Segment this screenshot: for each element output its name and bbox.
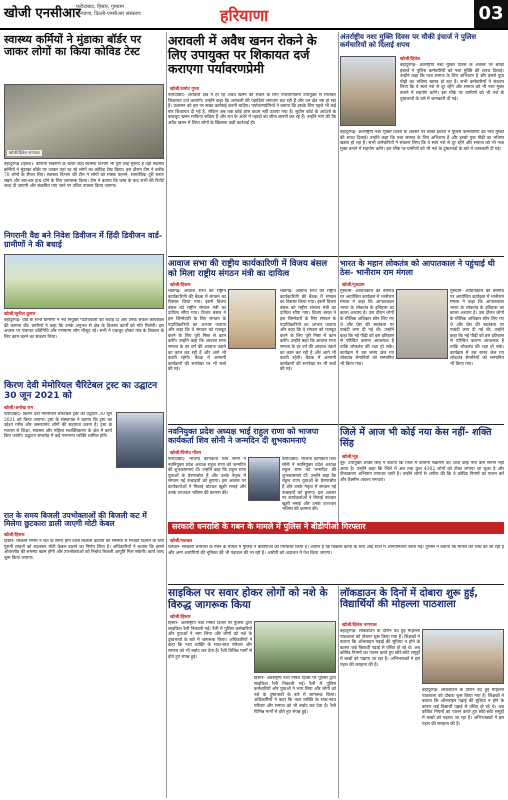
article-body: फरीदाबाद- भाजपा कार्यकर्ता शिव सोनी ने नवनियुक्त प्रदेश अध्यक्ष राहुल राणा को जन्मदिन की शुभकामनाएं दीं। उन्होंने कहा कि राहुल राणा युवाओं के प्रेरणास्रोत हैं और उनके नेतृत्व में संगठन नई ऊंचाइयों को छुएगा। इस अवसर पर कार्यकर्ताओं ने मिठाई बांटकर खुशी मनाई और उनके उज्ज्वल भविष्य की कामना की। [168,457,246,496]
article-body-cont: चंडीगढ़- आवाज सभा की राष्ट्रीय कार्यकारिणी की बैठक में संगठन का विस्तार किया गया। इसमें विजय बंसल को राष्ट्रीय संगठन मंत्री का दायित्व सौंपा गया। विजय बंसल ने इस जिम्मेदारी के लिए संगठन के पदाधिकारियों का आभार जताया और कहा कि वे संगठन को मजबूत करने के लिए पूरी निष्ठा से काम करेंगे। उन्होंने कहा कि आवाज सभा समाज के हर वर्ग की आवाज उठाने का काम कर रही है और आगे भी करती रहेगी। बैठक में आगामी कार्यक्रमों की रूपरेखा पर भी चर्चा की गई। [280,289,336,373]
article-photo [254,621,336,673]
article-photo [4,84,164,159]
article-body-cont: हिसार- अंतर्राष्ट्रीय नशा निषेध दिवस पर पुलिस द्वारा साइकिल रैली निकाली गई। रैली में पुलिस कर्मचारियों और युवाओं ने भाग लिया और लोगों को नशे के दुष्प्रभावों के बारे में जागरूक किया। अधिकारियों ने कहा कि नशा व्यक्ति के साथ-साथ परिवार और समाज को भी बर्बाद कर देता है। रैली विभिन्न मार्गों से होते हुए संपन्न हुई। [254,676,336,715]
article-headline: निगरानी वैद्य बने निवेश डिवीजन में हिंदी डिवीजन वार्ड-ग्रामीणों ने की बधाई [4,231,163,249]
article-headline: भारत के महान लोकतंत्र को आपातकाल ने पहुंचाई थी ठेस- भानीराम राम मंगला [340,259,495,277]
column-rule [338,586,339,798]
article-body: फरीदाबाद- किरण देवी मेमोरियल चैरिटेबल ट्रस्ट का उद्घाटन 30 जून 2021 को किया जाएगा। ट्रस्ट के संस्थापक ने बताया कि ट्रस्ट का उद्देश्य गरीब और जरूरतमंद लोगों की सहायता करना है। ट्रस्ट के माध्यम से शिक्षा, स्वास्थ्य और महिला सशक्तिकरण के क्षेत्र में कार्य किए जाएंगे। उद्घाटन समारोह में कई गणमान्य व्यक्ति शामिल होंगे। [4,412,112,440]
divider [168,584,504,585]
article-body-cont: बहादुरगढ़- अंतर्राष्ट्रीय नशा मुक्ति दिवस के अवसर पर चौकी इंचार्ज ने पुलिस कर्मचारियों को नशा मुक्ति की शपथ दिलाई। उन्होंने कहा कि नशा समाज के लिए अभिशाप है और इससे युवा पीढ़ी का भविष्य खराब हो रहा है। सभी कर्मचारियों ने संकल्प लिया कि वे स्वयं नशे से दूर रहेंगे और समाज को भी नशा मुक्त बनाने में सहयोग करेंगे। इस मौके पर ग्रामीणों को भी नशे के दुष्प्रभावों के बारे में जानकारी दी गई। [340,130,504,152]
article-body: हिसार- अंतर्राष्ट्रीय नशा निषेध दिवस पर पुलिस द्वारा साइकिल रैली निकाली गई। रैली में पुलिस कर्मचारियों और युवाओं ने भाग लिया और लोगों को नशे के दुष्प्रभावों के बारे में जागरूक किया। अधिकारियों ने कहा कि नशा व्यक्ति के साथ-साथ परिवार और समाज को भी बर्बाद कर देता है। रैली विभिन्न मार्गों से होते हुए संपन्न हुई। [168,621,252,660]
article-body: फरीदाबाद- अरावली क्षेत्र में हो रहे अवैध खनन को रोकने के लिए पर्यावरणप्रेमी उपायुक्त से मिलकर शिकायत दर्ज कराएंगे। उन्होंने कहा कि अरावली की पहाड़ियां लगातार कट रही हैं और वन क्षेत्र नष्ट हो रहा है। प्रशासन को इस पर सख्त कार्रवाई करनी चाहिए। पर्यावरणप्रेमियों ने बताया कि इसके लिए पहले भी कई बार शिकायत दी गई है, लेकिन अब तक कोई ठोस कदम नहीं उठाया गया है। सुप्रीम कोर्ट के आदेशों के बावजूद खनन माफिया सक्रिय हैं और रात के अंधेरे में पहाड़ों का सीना छलनी कर रहे हैं। उन्होंने मांग की कि अवैध खनन में लिप्त लोगों के खिलाफ कड़ी कार्रवाई हो। [168,93,336,126]
article-photo [340,56,396,126]
article-byline: खोजी/नूंह [342,455,358,460]
article-photo [396,289,448,359]
article-headline: साइकिल पर सवार होकर लोगों को नशे के विरुद्ध जागरूक किया [168,587,328,611]
article-body: पलवल- सरकारी धनराशि के गबन के मामले में पुलिस ने बीडीपीओ को गिरफ्तार किया है। आरोप है कि विकास कार्यों के लिए आई राशि में अनियमितता बरती गई। पुलिस ने बताया कि मामले की जांच की जा रही है और अन्य आरोपियों की भूमिका की भी पड़ताल की जा रही है। आरोपी को अदालत में पेश किया जाएगा। [168,545,504,556]
article-photo [116,412,164,468]
article-byline: खोजी/प्रमोद गुप्ता [170,87,200,92]
article-photo [4,254,164,309]
headline-banner [168,522,504,534]
article-photo [422,629,504,684]
article-headline: अंतर्राष्ट्रीय नशा मुक्ति दिवस पर चौकी इंचार्ज ने पुलिस कर्मचारियों को दिलाई शपथ [340,33,477,49]
masthead-meta [76,4,141,18]
article-headline: रात के समय बिजली उपभोक्ताओं की बिजली कट में मिलेगा छुटकारा डाली जाएगी मोटी केबल [4,511,147,529]
newspaper-logo: खोजी एनसीआर [4,6,81,21]
article-body-cont: फरीदाबाद- भाजपा कार्यकर्ता शिव सोनी ने नवनियुक्त प्रदेश अध्यक्ष राहुल राणा को जन्मदिन की शुभकामनाएं दीं। उन्होंने कहा कि राहुल राणा युवाओं के प्रेरणास्रोत हैं और उनके नेतृत्व में संगठन नई ऊंचाइयों को छुएगा। इस अवसर पर कार्यकर्ताओं ने मिठाई बांटकर खुशी मनाई और उनके उज्ज्वल भविष्य की कामना की। [282,457,336,513]
article-body: नूंह- उपायुक्त शक्ति सिंह ने बताया कि जिले में कोरोना संक्रमण का आज कोई नया केस सामने नहीं आया है। उन्होंने कहा कि जिले में अब तक कुल 4302 लोगों को टीका लगाया जा चुका है और टीकाकरण अभियान लगातार जारी है। उन्होंने लोगों से अपील की कि वे कोविड नियमों का पालन करें और वैक्सीन अवश्य लगवाएं। [340,461,504,483]
column-rule [166,32,167,798]
article-byline: खोजी/हिसार [170,615,191,620]
article-byline: खोजी/हितेश [400,57,421,62]
article-body: गुरुग्राम- आपातकाल की वर्षगांठ पर आयोजित कार्यक्रम में भानीराम मंगला ने कहा कि आपातकाल भारत के लोकतंत्र के इतिहास का काला अध्याय है। उस दौरान लोगों के मौलिक अधिकार छीन लिए गए थे और प्रेस की स्वतंत्रता पर पाबंदी लगा दी गई थी। उन्होंने कहा कि नई पीढ़ी को इस इतिहास से परिचित कराना आवश्यक है ताकि लोकतंत्र की रक्षा हो सके। कार्यक्रम में उस समय जेल गए लोकतंत्र सेनानियों को सम्मानित भी किया गया। [340,289,394,367]
article-photo [228,289,276,349]
column-rule [338,32,339,522]
page-number: 03 [474,0,508,28]
masthead-meta-line1: फरीदाबाद, हिसार, गुरुग्राम [76,4,124,10]
photo-caption: खोजी/हितेश नागपाल [9,150,40,155]
article-byline: खोजी/गुरुग्राम [342,283,365,288]
article-headline: लॉकडाउन के दिनों में दोबारा शुरू हुई, विद्यार्थियों की मोहल्ला पाठशाला [340,588,479,611]
article-byline: खोजी/सुनील कुमार [4,312,36,317]
article-photo [248,457,280,501]
article-body: बहादुरगढ़- लॉकडाउन के दौरान बंद हुई मोहल्ला पाठशाला को दोबारा शुरू किया गया है। शिक्षकों ने बताया कि ऑनलाइन पढ़ाई की सुविधा न होने के कारण कई विद्यार्थी पढ़ाई से वंचित हो रहे थे। अब कोविड नियमों का पालन करते हुए छोटे-छोटे समूहों में बच्चों को पढ़ाया जा रहा है। अभिभावकों ने इस पहल की सराहना की है। [340,629,420,668]
article-body-cont: बहादुरगढ़- लॉकडाउन के दौरान बंद हुई मोहल्ला पाठशाला को दोबारा शुरू किया गया है। शिक्षकों ने बताया कि ऑनलाइन पढ़ाई की सुविधा न होने के कारण कई विद्यार्थी पढ़ाई से वंचित हो रहे थे। अब कोविड नियमों का पालन करते हुए छोटे-छोटे समूहों में बच्चों को पढ़ाया जा रहा है। अभिभावकों ने इस पहल की सराहना की है। [422,688,504,727]
masthead-meta-line2: हरियाणा, दिल्ली-एनसीआर संस्करण [76,11,141,17]
article-body: बहादुरगढ़ (हितेश)- कोरोना संक्रमण के चलते जहां स्वास्थ्य विभाग भी पूरी तरह मुस्तैद है वहीं स्वास्थ्य कर्मियों ने मुंडाका बॉर्डर पर जाकर वहां रह रहे लोगों का कोविड टेस्ट किया। इस दौरान टीम ने करीब 70 लोगों के सैंपल लिए। स्वास्थ्य विभाग की टीम ने लोगों को मास्क पहनने, सामाजिक दूरी बनाए रखने और बार-बार हाथ धोने के लिए जागरूक किया। टीम ने बताया कि जांच के बाद सभी की रिपोर्ट जल्द दी जाएगी और संक्रमित पाए जाने पर उचित उपचार किया जाएगा। [4,162,164,190]
article-headline: जिले में आज भी कोई नया केस नहीं- शक्ति सिंह [340,427,492,449]
section-title: हरियाणा [220,6,269,25]
masthead [0,0,508,30]
article-body: चंडीगढ़- आवाज सभा की राष्ट्रीय कार्यकारिणी की बैठक में संगठन का विस्तार किया गया। इसमें विजय बंसल को राष्ट्रीय संगठन मंत्री का दायित्व सौंपा गया। विजय बंसल ने इस जिम्मेदारी के लिए संगठन के पदाधिकारियों का आभार जताया और कहा कि वे संगठन को मजबूत करने के लिए पूरी निष्ठा से काम करेंगे। उन्होंने कहा कि आवाज सभा समाज के हर वर्ग की आवाज उठाने का काम कर रही है और आगे भी करती रहेगी। बैठक में आगामी कार्यक्रमों की रूपरेखा पर भी चर्चा की गई। [168,289,226,373]
article-body: बहादुरगढ़- वार्ड के सभी ग्रामीणों ने नव नियुक्त पदाधिकारी को बधाई दी और उनके सफल कार्यकाल की कामना की। ग्रामीणों ने कहा कि उनके अनुभव से क्षेत्र के विकास कार्यों को गति मिलेगी। इस अवसर पर पंचायत प्रतिनिधि और गणमान्य लोग मौजूद रहे। सभी ने एकजुट होकर गांव के विकास के लिए काम करने का संकल्प लिया। [4,318,164,340]
article-headline: आवाज सभा की राष्ट्रीय कार्यकारिणी में विजय बंसल को मिला राष्ट्रीय संगठन मंत्री का दायित्व [168,259,328,279]
article-headline: सरकारी धनराशि के गबन के मामले में पुलिस ने बीडीपीओ गिरफ्तार [172,522,366,531]
article-byline: खोजी/हिसार [170,283,191,288]
divider [168,424,504,425]
article-body-cont: गुरुग्राम- आपातकाल की वर्षगांठ पर आयोजित कार्यक्रम में भानीराम मंगला ने कहा कि आपातकाल भारत के लोकतंत्र के इतिहास का काला अध्याय है। उस दौरान लोगों के मौलिक अधिकार छीन लिए गए थे और प्रेस की स्वतंत्रता पर पाबंदी लगा दी गई थी। उन्होंने कहा कि नई पीढ़ी को इस इतिहास से परिचित कराना आवश्यक है ताकि लोकतंत्र की रक्षा हो सके। कार्यक्रम में उस समय जेल गए लोकतंत्र सेनानियों को सम्मानित भी किया गया। [450,289,504,367]
article-byline: खोजी/विनोद गौतम [170,451,202,456]
article-byline: खोजी/पलवल [170,539,193,544]
divider [168,256,504,257]
article-headline: स्वास्थ्य कर्मियों ने मुंडाका बॉर्डर पर जाकर लोगों का किया कोविड टेस्ट [4,33,142,59]
article-body: बहादुरगढ़- अंतर्राष्ट्रीय नशा मुक्ति दिवस के अवसर पर चौकी इंचार्ज ने पुलिस कर्मचारियों को नशा मुक्ति की शपथ दिलाई। उन्होंने कहा कि नशा समाज के लिए अभिशाप है और इससे युवा पीढ़ी का भविष्य खराब हो रहा है। सभी कर्मचारियों ने संकल्प लिया कि वे स्वयं नशे से दूर रहेंगे और समाज को भी नशा मुक्त बनाने में सहयोग करेंगे। इस मौके पर ग्रामीणों को भी नशे के दुष्प्रभावों के बारे में जानकारी दी गई। [400,63,504,102]
article-headline: नवनियुक्त प्रदेश अध्यक्ष भाई राहुल राणा को भाजपा कार्यकर्ता शिव सोनी ने जन्मदिन दी शुभकामनाएं [168,427,319,445]
article-headline: किरण देवी मेमोरियल चैरिटेबल ट्रस्ट का उद्घाटन 30 जून 2021 को [4,381,158,402]
article-byline: खोजी/हितेश नागपाल [342,623,377,628]
article-body: हिसार- बिजली निगम ने रात के समय होने वाली बिजली कटौती की समस्या से निजात दिलाने के लिए पुरानी लाइनों को बदलकर मोटी केबल डालने का निर्णय लिया है। अधिकारियों ने बताया कि इससे ओवरलोड की समस्या खत्म होगी और उपभोक्ताओं को निर्बाध बिजली आपूर्ति मिल सकेगी। कार्य जल्द शुरू किया जाएगा। [4,539,164,561]
article-byline: खोजी/अनोख राम [4,406,34,411]
article-headline: अरावली में अवैध खनन रोकने के लिए उपायुक्त पर शिकायत दर्ज कराएगा पर्यावरणप्रेमी [168,33,317,76]
article-byline: खोजी/हिसार [4,533,25,538]
